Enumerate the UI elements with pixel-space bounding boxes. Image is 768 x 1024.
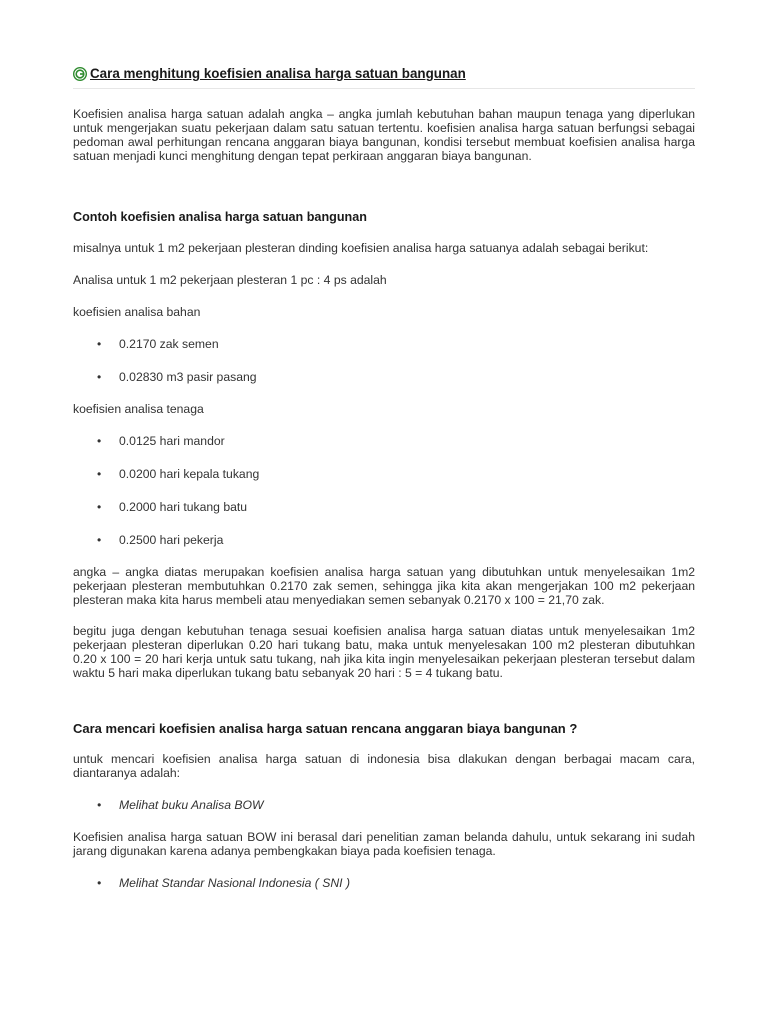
section2-paragraph-2: Koefisien analisa harga satuan BOW ini berasal dari penelitian zaman belanda dahulu, untuk sekarang ini sudah jarang digunakan karena adanya pembengkakan biaya pada koefisien tenaga. bbox=[73, 830, 695, 858]
article-title[interactable]: Cara menghitung koefisien analisa harga satuan bangunan bbox=[90, 66, 466, 81]
section1-paragraph-4: begitu juga dengan kebutuhan tenaga sesuai koefisien analisa harga satuan diatas untuk menyelesaikan 1m2 pekerjaan plesteran diperlukan 0.20 hari tukang batu, maka untuk menyelesakan 100 m2 plesteran dibutuhkan 0.20 x 100 = 20 hari kerja untuk satu tukang, nah jika kita ingin menyelesaikan pekerjaan plesteran tersebut dalam waktu 5 hari maka diperlukan tukang batu sebanyak 20 hari : 5 = 4 tukang batu. bbox=[73, 624, 695, 680]
section1-paragraph-1: misalnya untuk 1 m2 pekerjaan plesteran dinding koefisien analisa harga satuanya adalah sebagai berikut: bbox=[73, 241, 649, 255]
list-item: • 0.2000 hari tukang batu bbox=[73, 500, 695, 514]
section1-paragraph-3: angka – angka diatas merupakan koefisien analisa harga satuan yang dibutuhkan untuk menyelesaikan 1m2 pekerjaan plesteran membutuhkan 0.2170 zak semen, sehingga jika kita akan mengerjakan 100 m2 pekerjaan plesteran maka kita harus membeli atau menyediakan semen sebanyak 0.2170 x 100 = 21,70 zak. bbox=[73, 565, 695, 607]
intro-paragraph: Koefisien analisa harga satuan adalah angka – angka jumlah kebutuhan bahan maupun tenaga yang diperlukan untuk mengerjakan suatu pekerjaan dalam satu satuan tertentu. koefisien analisa harga satuan berfungsi sebagai pedoman awal perhitungan rencana anggaran biaya bangunan, kondisi tersebut membuat koefisien analisa harga satuan menjadi kunci menghitung dengan tepat perkiraan anggaran biaya bangunan. bbox=[73, 107, 695, 163]
section1-paragraph-2: Analisa untuk 1 m2 pekerjaan plesteran 1 pc : 4 ps adalah bbox=[73, 273, 387, 287]
list-item: • 0.02830 m3 pasir pasang bbox=[73, 370, 695, 384]
list-item: • Melihat buku Analisa BOW bbox=[73, 798, 695, 812]
section2-paragraph-1: untuk mencari koefisien analisa harga satuan di indonesia bisa dlakukan dengan berbagai macam cara, diantaranya adalah: bbox=[73, 752, 695, 780]
list-item: • 0.2500 hari pekerja bbox=[73, 533, 695, 547]
site-logo-icon bbox=[73, 67, 87, 81]
tenaga-list bbox=[73, 434, 695, 547]
bahan-label: koefisien analisa bahan bbox=[73, 305, 201, 319]
title-row bbox=[73, 66, 695, 89]
section2-list-1 bbox=[73, 798, 695, 812]
section2-list-2 bbox=[73, 876, 695, 890]
list-item: • 0.2170 zak semen bbox=[73, 337, 695, 351]
section2-heading: Cara mencari koefisien analisa harga satuan rencana anggaran biaya bangunan ? bbox=[73, 721, 578, 736]
list-item: • Melihat Standar Nasional Indonesia ( SNI ) bbox=[73, 876, 695, 890]
tenaga-label: koefisien analisa tenaga bbox=[73, 402, 204, 416]
bahan-list bbox=[73, 337, 695, 384]
list-item: • 0.0125 hari mandor bbox=[73, 434, 695, 448]
article bbox=[73, 66, 695, 890]
section1-heading: Contoh koefisien analisa harga satuan bangunan bbox=[73, 210, 367, 224]
list-item: • 0.0200 hari kepala tukang bbox=[73, 467, 695, 481]
